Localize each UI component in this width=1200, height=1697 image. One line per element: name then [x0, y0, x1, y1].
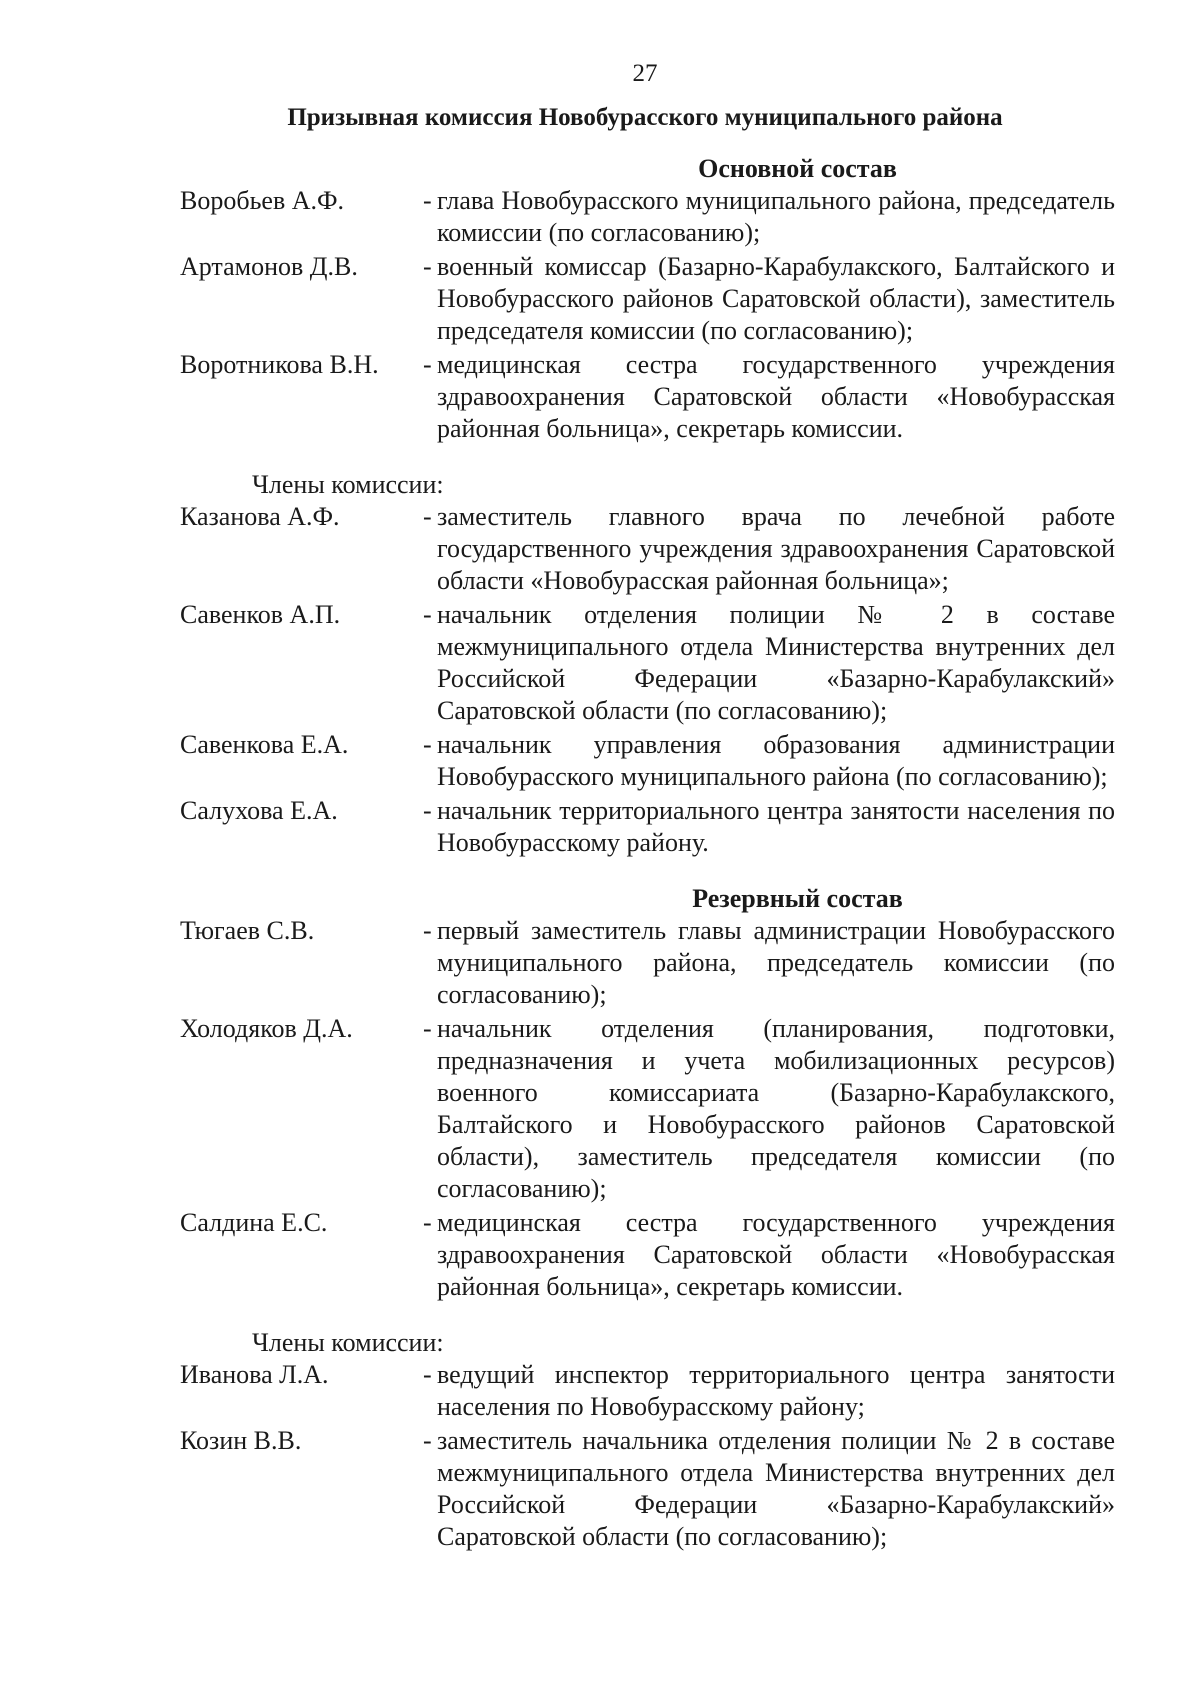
dash: - [423, 1208, 432, 1237]
member-role: заместитель главного врача по лечебной работе государственного учреждения здравоохранения Саратовской области «Новобурасская районная больница»; [437, 502, 1115, 595]
section-heading-reserve: Резервный состав [692, 884, 903, 913]
member-role: первый заместитель главы администрации Новобурасского муниципального района, председатель комиссии (по согласованию); [437, 916, 1115, 1009]
member-role: медицинская сестра государственного учреждения здравоохранения Саратовской области «Новобурасская районная больница», секретарь комиссии. [437, 350, 1115, 443]
member-role: глава Новобурасского муниципального района, председатель комиссии (по согласованию); [437, 186, 1115, 247]
member-role: начальник территориального центра занятости населения по Новобурасскому району. [437, 796, 1115, 857]
member-name: Савенков А.П. [180, 600, 341, 629]
dash: - [423, 350, 432, 379]
document-title: Призывная комиссия Новобурасского муниципального района [287, 104, 1003, 131]
member-name: Салдина Е.С. [180, 1208, 328, 1237]
member-row [180, 915, 1115, 1011]
dash: - [423, 730, 432, 759]
member-role: начальник отделения полиции № 2 в составе межмуниципального отдела Министерства внутренних дел Российской Федерации «Базарно-Карабулакский» Саратовской области (по согласованию); [437, 600, 1115, 725]
member-name: Воробьев А.Ф. [180, 186, 345, 215]
document-body [180, 153, 1115, 1555]
dash: - [423, 252, 432, 281]
member-name: Козин В.В. [180, 1426, 302, 1455]
member-row [180, 1013, 1115, 1205]
dash: - [423, 502, 432, 531]
member-name: Воротникова В.Н. [180, 350, 379, 379]
member-role: начальник управления образования администрации Новобурасского муниципального района (по согласованию); [437, 730, 1115, 791]
member-row [180, 349, 1115, 445]
member-row [180, 1207, 1115, 1303]
dash: - [423, 186, 432, 215]
member-row [180, 185, 1115, 249]
page-number: 27 [632, 60, 658, 87]
members-label-main: Члены комиссии: [252, 470, 444, 499]
member-role: военный комиссар (Базарно-Карабулакского, Балтайского и Новобурасского районов Саратовской области), заместитель председателя комиссии (по согласованию); [437, 252, 1115, 345]
member-role: медицинская сестра государственного учреждения здравоохранения Саратовской области «Новобурасская районная больница», секретарь комиссии. [437, 1208, 1115, 1301]
member-role: заместитель начальника отделения полиции № 2 в составе межмуниципального отдела Министерства внутренних дел Российской Федерации «Базарно-Карабулакский» Саратовской области (по согласованию); [437, 1426, 1115, 1551]
member-name: Савенкова Е.А. [180, 730, 349, 759]
member-role: ведущий инспектор территориального центра занятости населения по Новобурасскому району; [437, 1360, 1115, 1421]
section-heading-main: Основной состав [698, 154, 897, 183]
member-row [180, 1359, 1115, 1423]
member-name: Тюгаев С.В. [180, 916, 315, 945]
member-row [180, 599, 1115, 727]
member-role: начальник отделения (планирования, подготовки, предназначения и учета мобилизационных ресурсов) военного комиссариата (Базарно-Карабулакского, Балтайского и Новобурасского районов Саратовской области), заместитель председателя комиссии (по согласованию); [437, 1014, 1115, 1203]
dash: - [423, 796, 432, 825]
members-label-reserve: Члены комиссии: [252, 1328, 444, 1357]
dash: - [423, 1426, 432, 1455]
member-name: Артамонов Д.В. [180, 252, 358, 281]
member-row [180, 501, 1115, 597]
dash: - [423, 600, 432, 629]
dash: - [423, 1360, 432, 1389]
member-row [180, 1425, 1115, 1553]
dash: - [423, 916, 432, 945]
member-name: Холодяков Д.А. [180, 1014, 353, 1043]
member-name: Казанова А.Ф. [180, 502, 340, 531]
member-name: Салухова Е.А. [180, 796, 338, 825]
member-row [180, 251, 1115, 347]
member-row [180, 795, 1115, 859]
member-name: Иванова Л.А. [180, 1360, 329, 1389]
dash: - [423, 1014, 432, 1043]
member-row [180, 729, 1115, 793]
